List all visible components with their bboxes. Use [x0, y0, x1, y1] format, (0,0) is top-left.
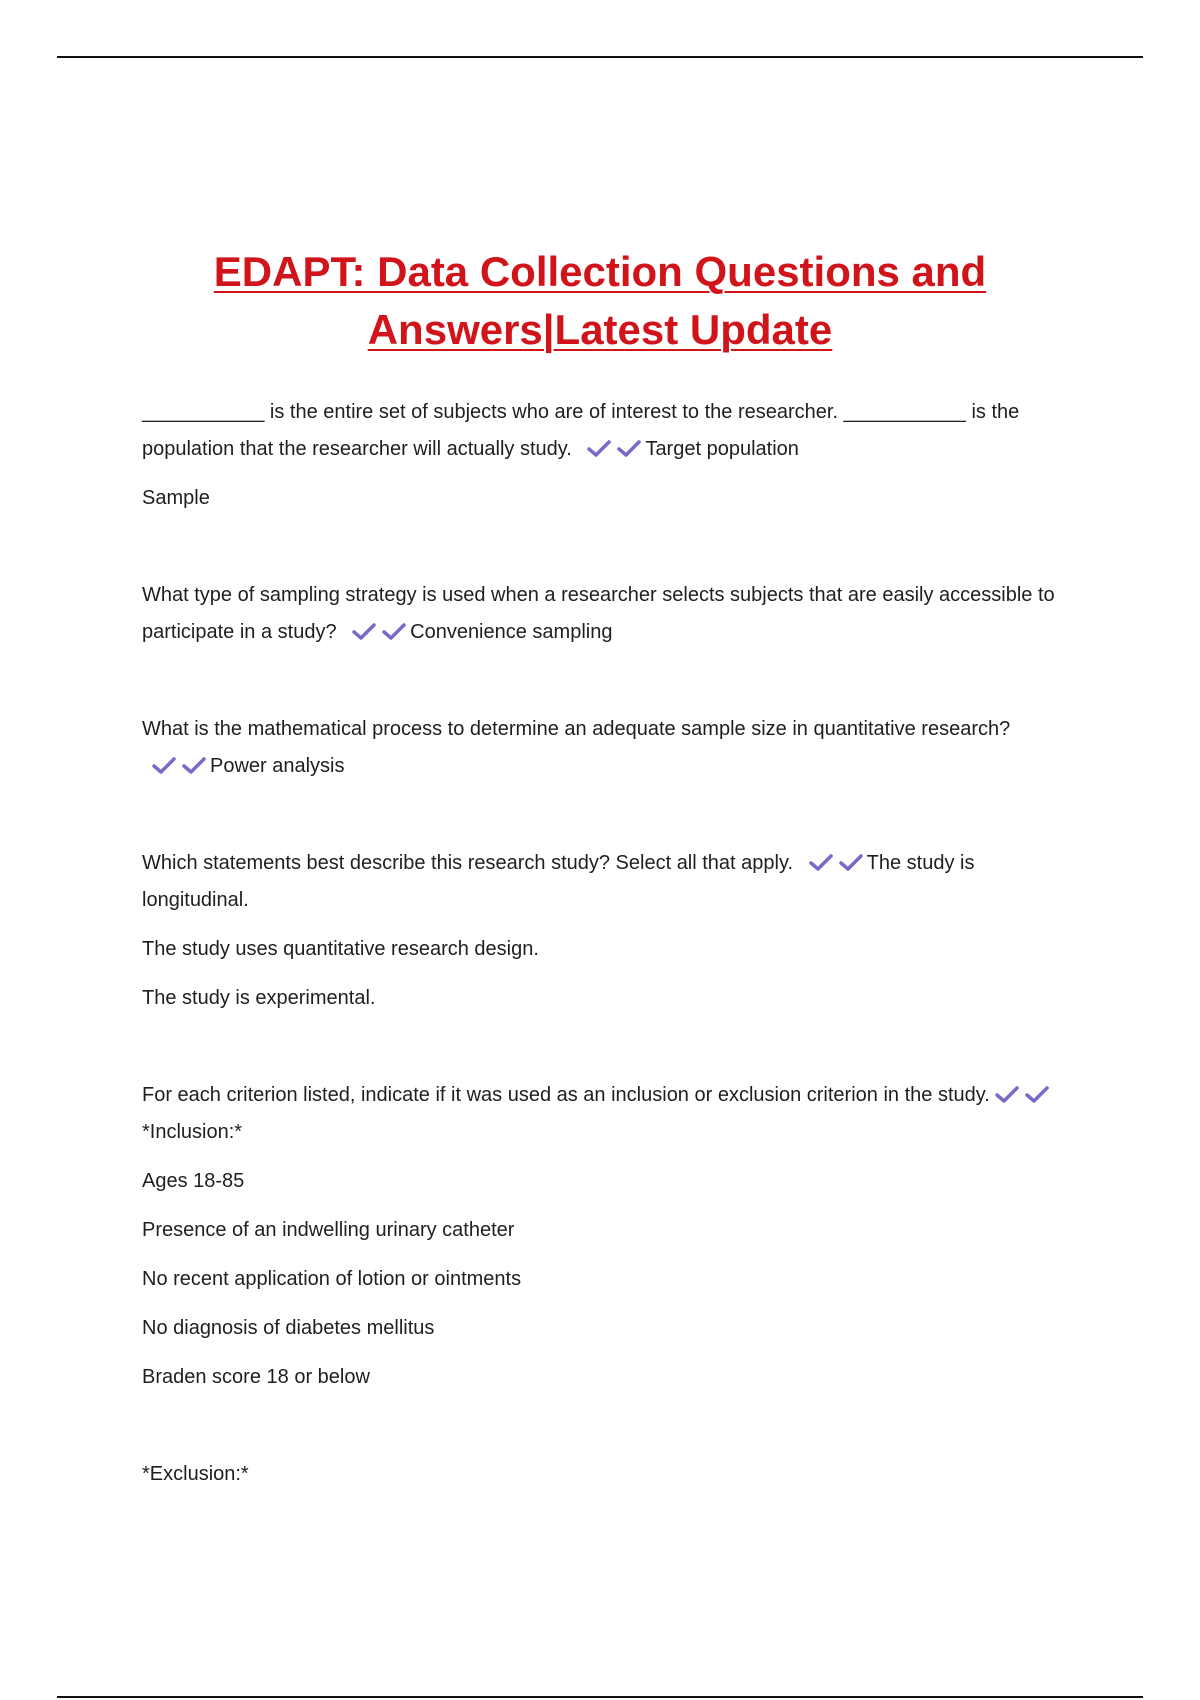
question-text: ___________ is the entire set of subjects who are of interest to the researcher. ___________ is the population that the researcher will actually study. [142, 401, 1020, 460]
qa-item-2 [142, 577, 1072, 651]
title-line-1: EDAPT: Data Collection Questions and [213, 248, 987, 296]
check-icon [839, 854, 863, 872]
header-rule [57, 56, 1143, 58]
answer-extra: The study uses quantitative research design. [142, 938, 539, 960]
answer-marker [809, 845, 863, 882]
qa-item-1 [142, 394, 1072, 468]
check-icon [809, 854, 833, 872]
question-text: For each criterion listed, indicate if it was used as an inclusion or exclusion criterion in the study. [142, 1084, 990, 1106]
answer-marker [152, 748, 206, 785]
qa-item-5 [142, 1077, 1072, 1151]
answer-marker [352, 614, 406, 651]
footer-rule [57, 1696, 1143, 1698]
answer-extra: Sample [142, 487, 210, 509]
answer-text: Target population [645, 438, 799, 460]
check-icon [152, 757, 176, 775]
check-icon [1025, 1086, 1049, 1104]
criterion-item: Presence of an indwelling urinary catheter [142, 1219, 515, 1241]
check-icon [617, 440, 641, 458]
criterion-item: No diagnosis of diabetes mellitus [142, 1317, 435, 1339]
check-icon [995, 1086, 1019, 1104]
answer-text: *Inclusion:* [142, 1121, 243, 1143]
document-title [0, 243, 1200, 359]
check-icon [382, 623, 406, 641]
exclusion-heading: *Exclusion:* [142, 1463, 249, 1485]
check-icon [587, 440, 611, 458]
check-icon [352, 623, 376, 641]
question-text: Which statements best describe this research study? Select all that apply. [142, 852, 794, 874]
answer-text: The study is longitudinal. [142, 852, 975, 911]
title-line-2: Answers|Latest Update [367, 306, 833, 354]
check-icon [182, 757, 206, 775]
criterion-item: No recent application of lotion or ointments [142, 1268, 522, 1290]
qa-item-4 [142, 845, 1072, 919]
answer-text: Power analysis [210, 755, 345, 777]
qa-list [142, 394, 1072, 1493]
criterion-item: Ages 18-85 [142, 1170, 245, 1192]
answer-marker [587, 431, 641, 468]
answer-extra: The study is experimental. [142, 987, 376, 1009]
question-text: What is the mathematical process to determine an adequate sample size in quantitative research? [142, 718, 1011, 740]
question-text: What type of sampling strategy is used when a researcher selects subjects that are easily accessible to participate in a study? [142, 584, 1055, 643]
qa-item-3 [142, 711, 1072, 785]
criterion-item: Braden score 18 or below [142, 1366, 370, 1388]
answer-marker [995, 1077, 1049, 1114]
answer-text: Convenience sampling [410, 621, 613, 643]
